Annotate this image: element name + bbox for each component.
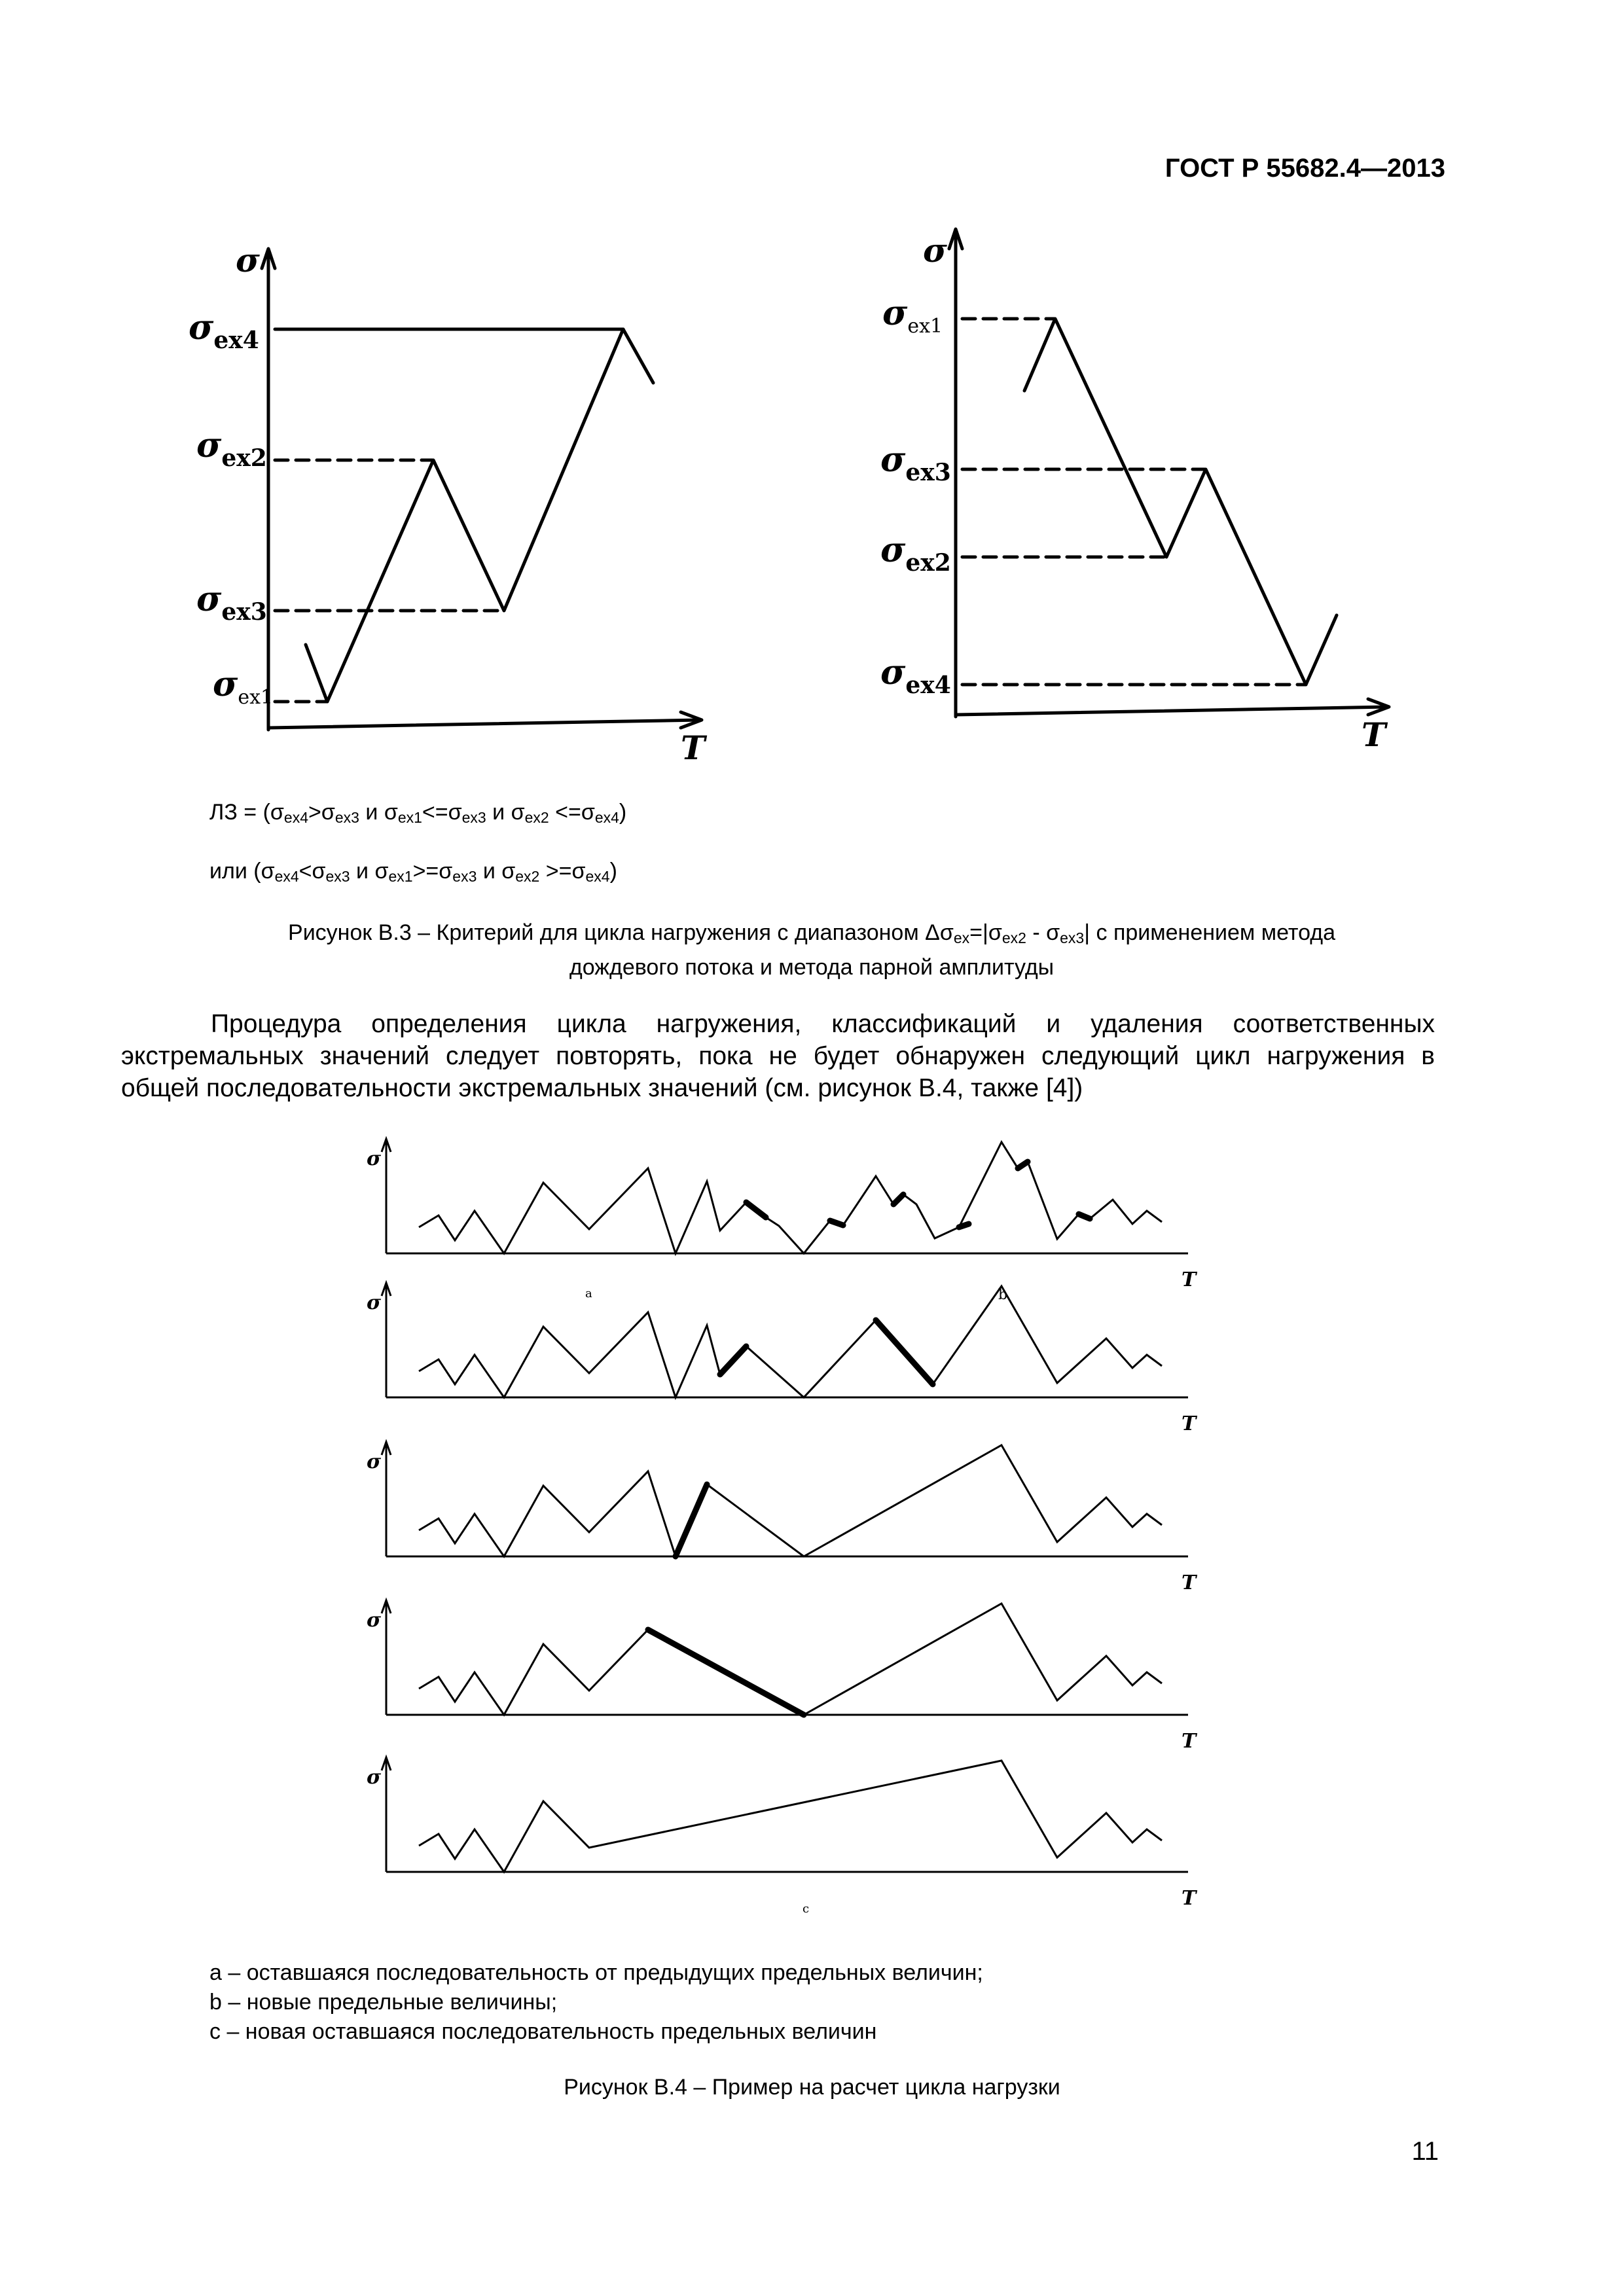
left-level-label-ex4: $\sigma_{ex4}$ <box>189 308 259 354</box>
paragraph-line-1: Процедура определения цикла нагружения, классификаций и удаления соответственных <box>211 1010 1435 1038</box>
paragraph-line-3: общей последовательности экстремальных значений (см. рисунок В.4, также [4]) <box>121 1074 1083 1102</box>
figure-b4 <box>353 1132 1270 1918</box>
left-chart-y-label: σ <box>236 241 260 279</box>
panel-5-y-label: σ <box>367 1766 382 1789</box>
marker-a: a <box>585 1287 592 1300</box>
left-chart-x-axis <box>268 720 700 728</box>
right-chart-load-path <box>1024 319 1337 685</box>
panel-5-load-sequence <box>419 1761 1162 1872</box>
right-chart-y-label: σ <box>923 231 947 270</box>
panel-3-x-label: T <box>1182 1571 1197 1594</box>
left-chart-load-path <box>306 329 653 702</box>
paragraph-line-2: экстремальных значений следует повторять, пока не будет обнаружен следующий цикл нагружения в <box>121 1042 1435 1070</box>
marker-c: c <box>803 1902 810 1916</box>
panel-1-x-label: T <box>1182 1268 1197 1291</box>
right-level-label-ex1: $\sigma_{ex1}$ <box>882 293 943 338</box>
panel-1-highlight-cycle <box>1079 1214 1090 1219</box>
figure-b4-notes <box>209 1958 983 2047</box>
criterion-formula-1: ЛЗ = ($\sigma_{ex4}>\sigma_{ex3}$ и $\sigma_{ex1}<=\sigma_{ex3}$ и $\sigma_{ex2} <=\sigma_{ex4}$) <box>209 800 627 826</box>
panel-2-highlight-cycle <box>876 1320 933 1384</box>
panel-1-highlight-cycle <box>1018 1162 1028 1168</box>
panel-4-load-sequence <box>419 1604 1162 1715</box>
panel-1-load-sequence <box>419 1142 1162 1253</box>
note-a: a – оставшаяся последовательность от предыдущих предельных величин; <box>209 1960 983 1985</box>
note-b: b – новые предельные величины; <box>209 1990 558 2015</box>
figure-b3-caption-line2: дождевого потока и метода парной амплитуды <box>569 955 1055 980</box>
left-chart-x-label: T <box>681 728 706 767</box>
left-level-label-ex2: $\sigma_{ex2}$ <box>196 425 267 472</box>
marker-b: b <box>998 1287 1008 1303</box>
panel-5-x-label: T <box>1182 1887 1197 1910</box>
panel-1-highlight-cycle <box>893 1194 903 1204</box>
body-paragraph <box>121 1008 1435 1104</box>
figure-b3-caption <box>196 918 1427 982</box>
right-chart-x-label: T <box>1362 715 1386 754</box>
right-level-label-ex4: $\sigma_{ex4}$ <box>880 653 951 699</box>
figure-b4-caption: Рисунок В.4 – Пример на расчет цикла нагрузки <box>564 2075 1060 2100</box>
panel-1-highlight-cycle <box>959 1224 969 1227</box>
criterion-formula-2: или ($\sigma_{ex4}<\sigma_{ex3}$ и $\sigma_{ex1}>=\sigma_{ex3}$ и $\sigma_{ex2} >=\sigma_{ex4}$) <box>209 859 617 885</box>
note-c: c – новая оставшаяся последовательность предельных величин <box>209 2019 877 2044</box>
panel-1-highlight-cycle <box>830 1221 843 1225</box>
panel-2-load-sequence <box>419 1286 1162 1397</box>
panel-3-highlight-cycle <box>676 1484 707 1556</box>
panel-2-y-label: σ <box>367 1291 382 1314</box>
panel-3-load-sequence <box>419 1445 1162 1556</box>
right-chart-x-axis <box>956 707 1388 715</box>
panel-2-x-label: T <box>1182 1412 1197 1435</box>
panel-4-x-label: T <box>1182 1730 1197 1753</box>
panel-1-y-label: σ <box>367 1147 382 1170</box>
right-level-label-ex3: $\sigma_{ex3}$ <box>880 440 951 486</box>
document-header: ГОСТ Р 55682.4—2013 <box>1164 154 1445 183</box>
panel-4-highlight-cycle <box>648 1630 804 1715</box>
panel-4-y-label: σ <box>367 1609 382 1632</box>
page-number: 11 <box>1411 2137 1439 2166</box>
panel-3-y-label: σ <box>367 1450 382 1473</box>
panel-1-highlight-cycle <box>746 1202 766 1217</box>
left-level-label-ex1: $\sigma_{ex1}$ <box>213 664 274 709</box>
figure-b3-caption-line1: Рисунок В.3 – Критерий для цикла нагружения с диапазоном $\Delta\sigma_{ex}=|\sigma_{ex2} - \sigma_{ex3}|$ с применением метода <box>288 920 1335 946</box>
panel-2-highlight-cycle <box>720 1346 746 1374</box>
figure-b3 <box>0 196 1624 772</box>
left-level-label-ex3: $\sigma_{ex3}$ <box>196 579 267 626</box>
right-level-label-ex2: $\sigma_{ex2}$ <box>880 530 951 577</box>
